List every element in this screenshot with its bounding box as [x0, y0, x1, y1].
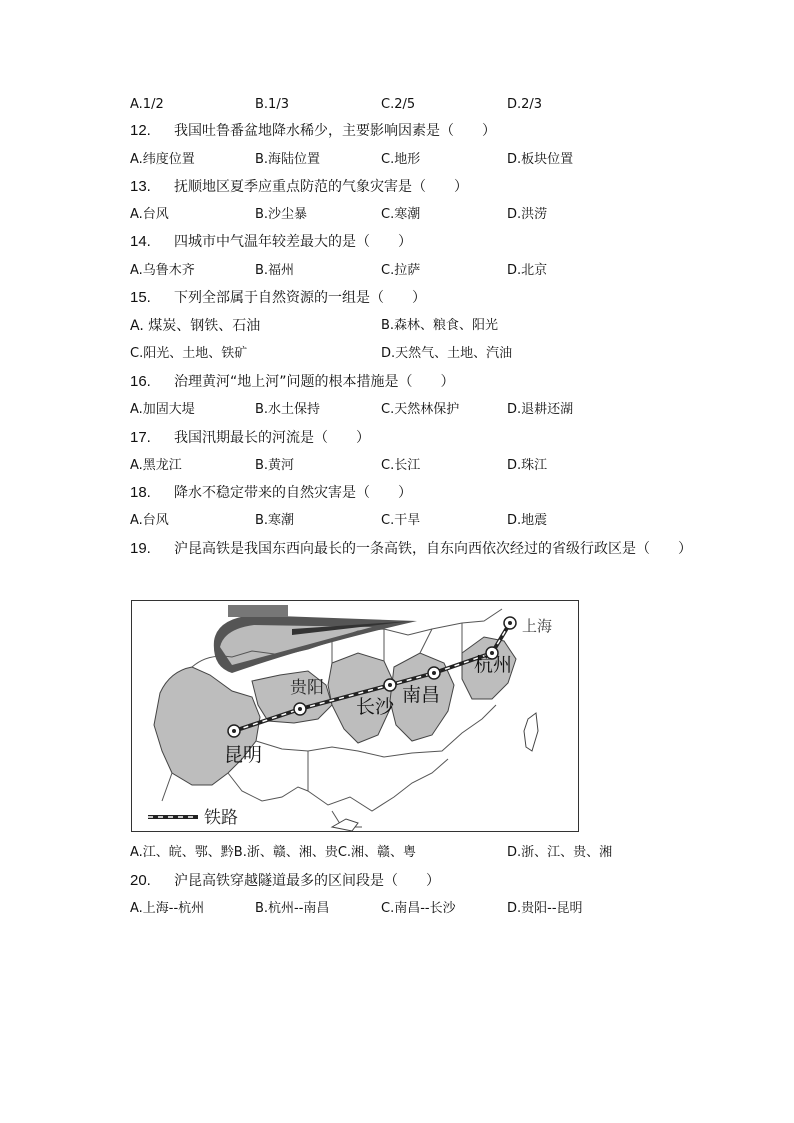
- q18-option-a[interactable]: A.台风: [130, 513, 169, 528]
- q18-option-c[interactable]: C.干旱: [381, 513, 421, 528]
- question-number: 18.: [130, 484, 151, 501]
- q16-options: [130, 400, 690, 420]
- question-14: [130, 231, 730, 253]
- question-16: [130, 371, 730, 393]
- q14-options: [130, 261, 690, 281]
- q15-option-c[interactable]: C.阳光、土地、铁矿: [130, 346, 248, 361]
- question-number: 19.: [130, 540, 151, 557]
- city-label-kunming: 昆明: [224, 744, 263, 766]
- q13-options: [130, 205, 690, 225]
- q15-options-row2: [130, 344, 690, 364]
- question-text: 四城市中气温年较差最大的是（ ）: [174, 234, 412, 250]
- q12-option-a[interactable]: A.纬度位置: [130, 152, 195, 167]
- question-text: 沪昆高铁是我国东西向最长的一条高铁，自东向西依次经过的省级行政区是（ ）: [174, 541, 692, 557]
- question-12: [130, 120, 730, 142]
- question-text: 抚顺地区夏季应重点防范的气象灾害是（ ）: [174, 179, 468, 195]
- q17-options: [130, 456, 690, 476]
- q14-option-b[interactable]: B.福州: [255, 263, 295, 278]
- q18-option-d[interactable]: D.地震: [507, 513, 548, 528]
- question-number: 14.: [130, 233, 151, 250]
- q16-option-b[interactable]: B.水土保持: [255, 402, 321, 417]
- q13-option-b[interactable]: B.沙尘暴: [255, 207, 308, 222]
- q14-option-c[interactable]: C.拉萨: [381, 263, 421, 278]
- q18-options: [130, 511, 690, 531]
- question-18: [130, 482, 730, 504]
- question-number: 20.: [130, 872, 151, 889]
- question-13: [130, 176, 730, 198]
- city-label-guiyang: 贵阳: [290, 678, 324, 698]
- question-text: 沪昆高铁穿越隧道最多的区间段是（ ）: [174, 873, 440, 889]
- q15-options-row1: [130, 316, 690, 336]
- q20-option-d[interactable]: D.贵阳--昆明: [507, 901, 583, 916]
- q20-option-b[interactable]: B.杭州--南昌: [255, 901, 330, 916]
- q19-options: [130, 843, 690, 863]
- q17-option-a[interactable]: A.黑龙江: [130, 458, 182, 473]
- q12-options: [130, 150, 690, 170]
- q16-option-c[interactable]: C.天然林保护: [381, 402, 460, 417]
- q11-option-b[interactable]: B.1/3: [255, 97, 289, 112]
- question-text: 下列全部属于自然资源的一组是（ ）: [174, 290, 426, 306]
- q20-options: [130, 899, 690, 919]
- taiwan-outline: [524, 713, 538, 751]
- q16-option-a[interactable]: A.加固大堤: [130, 402, 195, 417]
- q11-option-d[interactable]: D.2/3: [507, 97, 543, 112]
- q13-option-d[interactable]: D.洪涝: [507, 207, 548, 222]
- q11-option-c[interactable]: C.2/5: [381, 97, 416, 112]
- question-17: [130, 427, 730, 449]
- q11-options: [130, 95, 690, 115]
- city-label-hangzhou: 杭州: [474, 654, 513, 676]
- q18-option-b[interactable]: B.寒潮: [255, 513, 295, 528]
- question-number: 15.: [130, 289, 151, 306]
- train-icon: [214, 605, 417, 673]
- question-text: 降水不稳定带来的自然灾害是（ ）: [174, 485, 412, 501]
- question-number: 16.: [130, 373, 151, 390]
- q19-option-d[interactable]: D.浙、江、贵、湘: [507, 845, 613, 860]
- question-text: 我国吐鲁番盆地降水稀少，主要影响因素是（ ）: [174, 123, 496, 139]
- railway-map-svg: [132, 601, 578, 831]
- question-number: 12.: [130, 122, 151, 139]
- q11-option-a[interactable]: A.1/2: [130, 97, 164, 112]
- question-19: [130, 538, 730, 560]
- question-text: 我国汛期最长的河流是（ ）: [174, 430, 370, 446]
- q14-option-d[interactable]: D.北京: [507, 263, 548, 278]
- q20-option-c[interactable]: C.南昌--长沙: [381, 901, 456, 916]
- highlighted-provinces: [154, 637, 516, 785]
- city-label-changsha: 长沙: [356, 696, 395, 718]
- q16-option-d[interactable]: D.退耕还湖: [507, 402, 574, 417]
- question-number: 17.: [130, 429, 151, 446]
- q20-option-a[interactable]: A.上海--杭州: [130, 901, 205, 916]
- railway-map: [131, 600, 579, 832]
- q12-option-b[interactable]: B.海陆位置: [255, 152, 321, 167]
- q17-option-c[interactable]: C.长江: [381, 458, 421, 473]
- city-label-nanchang: 南昌: [402, 684, 441, 706]
- q12-option-d[interactable]: D.板块位置: [507, 152, 574, 167]
- q15-option-d[interactable]: D.天然气、土地、汽油: [381, 346, 513, 361]
- question-15: [130, 287, 730, 309]
- map-legend: [148, 808, 238, 828]
- question-text: 治理黄河“地上河”问题的根本措施是（ ）: [174, 374, 455, 390]
- q14-option-a[interactable]: A.乌鲁木齐: [130, 263, 195, 278]
- q17-option-b[interactable]: B.黄河: [255, 458, 295, 473]
- question-number: 13.: [130, 178, 151, 195]
- legend-label-railway: 铁路: [204, 808, 238, 828]
- q15-option-b[interactable]: B.森林、粮食、阳光: [381, 318, 499, 333]
- city-label-shanghai: 上海: [522, 617, 553, 635]
- q12-option-c[interactable]: C.地形: [381, 152, 421, 167]
- question-20: [130, 870, 730, 892]
- q15-option-a[interactable]: A. 煤炭、钢铁、石油: [130, 318, 261, 334]
- q13-option-c[interactable]: C.寒潮: [381, 207, 421, 222]
- q19-option-abc[interactable]: A.江、皖、鄂、黔B.浙、赣、湘、贵C.湘、赣、粤: [130, 845, 417, 860]
- hainan-outline: [332, 819, 358, 831]
- q13-option-a[interactable]: A.台风: [130, 207, 169, 222]
- q17-option-d[interactable]: D.珠江: [507, 458, 548, 473]
